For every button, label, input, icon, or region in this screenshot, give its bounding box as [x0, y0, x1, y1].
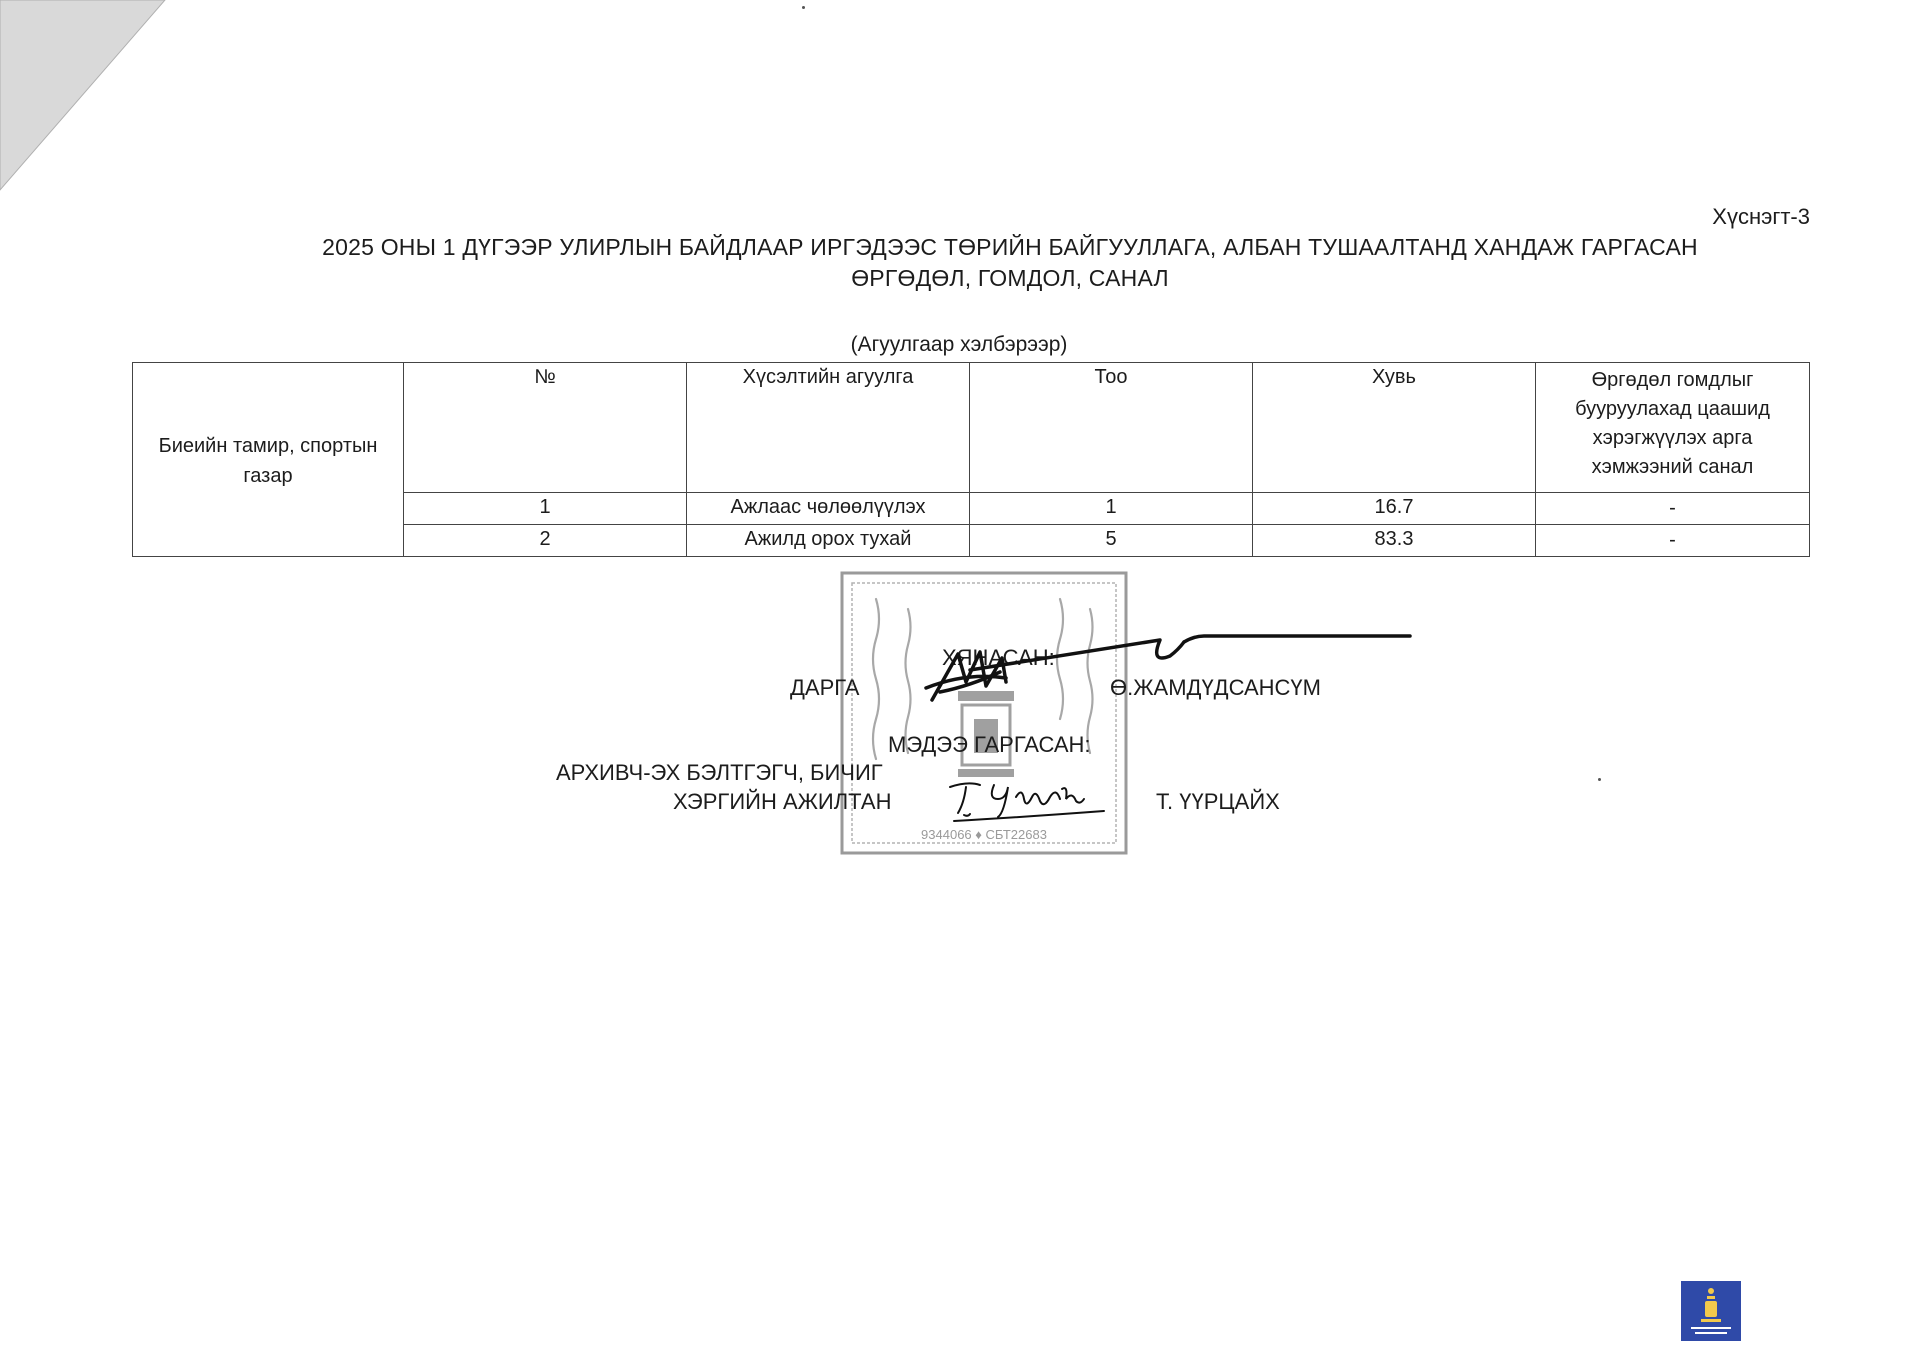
- table-header-row: [133, 363, 1810, 493]
- cell-content: Ажилд орох тухай: [687, 525, 970, 557]
- cell-proposal: -: [1536, 493, 1810, 525]
- staff-title-line-1: АРХИВЧ-ЭХ БЭЛТГЭГЧ, БИЧИГ: [556, 760, 883, 785]
- header-percent: Хувь: [1253, 363, 1536, 493]
- cell-number: 2: [404, 525, 687, 557]
- header-number: №: [404, 363, 687, 493]
- document-title: [230, 232, 1790, 294]
- cell-count: 1: [970, 493, 1253, 525]
- government-emblem-icon: [1681, 1281, 1741, 1341]
- complaints-table: [132, 362, 1810, 557]
- staff-title-line-2: ХЭРГИЙН АЖИЛТАН: [673, 789, 892, 814]
- title-line-1: 2025 ОНЫ 1 ДҮГЭЭР УЛИРЛЫН БАЙДЛААР ИРГЭДЭЭС ТӨРИЙН БАЙГУУЛЛАГА, АЛБАН ТУШААЛТАНД ХАНДАЖ ГАРГАСАН: [322, 234, 1698, 260]
- organization-cell: Биеийн тамир, спортын газар: [133, 363, 404, 557]
- head-name: Ө.ЖАМДҮДСАНСҮМ: [1110, 675, 1321, 700]
- header-count: Тоо: [970, 363, 1253, 493]
- cell-proposal: -: [1536, 525, 1810, 557]
- staff-name: Т. ҮҮРЦАЙХ: [1156, 789, 1280, 814]
- cell-content: Ажлаас чөлөөлүүлэх: [687, 493, 970, 525]
- cell-count: 5: [970, 525, 1253, 557]
- page-corner-fold: [0, 0, 170, 200]
- cell-percent: 16.7: [1253, 493, 1536, 525]
- header-content: Хүсэлтийн агуулга: [687, 363, 970, 493]
- staff-signature: [944, 775, 1114, 825]
- head-title: ДАРГА: [790, 675, 860, 700]
- checked-by-label: ХЯНАСАН:: [942, 645, 1055, 670]
- head-signature: [910, 630, 1430, 710]
- cell-number: 1: [404, 493, 687, 525]
- scan-speck: [1598, 778, 1601, 781]
- header-proposal: Өргөдөл гомдлыг бууруулахад цаашид хэрэгжүүлэх арга хэмжээний санал: [1536, 363, 1810, 493]
- stamp-number: 9344066 ♦ СБТ22683: [921, 827, 1047, 842]
- title-line-2: ӨРГӨДӨЛ, ГОМДОЛ, САНАЛ: [851, 265, 1169, 291]
- annex-label: Хүснэгт-3: [1712, 204, 1810, 229]
- cell-percent: 83.3: [1253, 525, 1536, 557]
- scan-speck: [802, 6, 805, 9]
- document-subtitle: (Агуулгаар хэлбэрээр): [850, 333, 1068, 356]
- prepared-by-label: МЭДЭЭ ГАРГАСАН:: [888, 732, 1091, 757]
